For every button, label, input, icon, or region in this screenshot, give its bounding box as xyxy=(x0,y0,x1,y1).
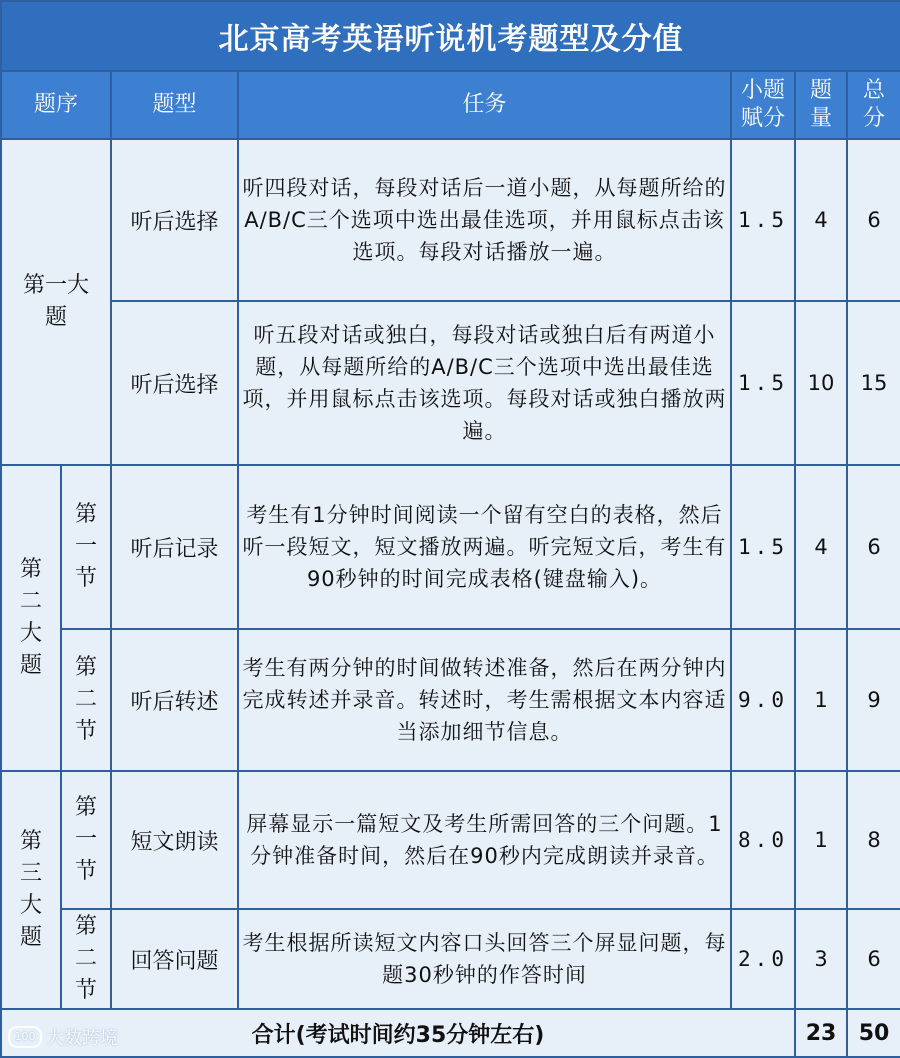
table-row xyxy=(1,139,900,301)
page-title: 北京高考英语听说机考题型及分值 xyxy=(1,1,900,71)
question-type: 听后转述 xyxy=(111,629,238,771)
question-count: 10 xyxy=(795,301,847,465)
question-count: 4 xyxy=(795,465,847,629)
task-description: 考生根据所读短文内容口头回答三个屏显问题，每题30秒钟的作答时间 xyxy=(238,909,731,1009)
question-type: 短文朗读 xyxy=(111,771,238,909)
header-row xyxy=(1,71,900,139)
task-description: 考生有两分钟的时间做转述准备，然后在两分钟内完成转述并录音。转述时，考生需根据文本内容适当添加细节信息。 xyxy=(238,629,731,771)
table-row xyxy=(1,301,900,465)
summary-label: 合计(考试时间约35分钟左右) xyxy=(1,1009,795,1057)
table-row xyxy=(1,771,900,909)
summary-total: 50 xyxy=(847,1009,900,1057)
part-label-2-text: 第二大题 xyxy=(19,557,42,678)
total-score: 6 xyxy=(847,139,900,301)
question-type: 听后选择 xyxy=(111,301,238,465)
table-row xyxy=(1,465,900,629)
header-per-score-line2: 赋分 xyxy=(740,106,785,131)
question-count: 1 xyxy=(795,629,847,771)
section-label-text: 第二节 xyxy=(74,914,97,1003)
part-label-3 xyxy=(1,771,61,1009)
section-label-text: 第一节 xyxy=(74,795,97,884)
section-label xyxy=(61,771,111,909)
per-score: 8.0 xyxy=(731,771,795,909)
table-row xyxy=(1,629,900,771)
question-type: 回答问题 xyxy=(111,909,238,1009)
summary-row xyxy=(1,1009,900,1057)
task-description: 听五段对话或独白，每段对话或独白后有两道小题，从每题所给的A/B/C三个选项中选出最佳选项，并用鼠标点击该选项。每段对话或独白播放两遍。 xyxy=(238,301,731,465)
header-count xyxy=(795,71,847,139)
total-score: 8 xyxy=(847,771,900,909)
per-score: 1.5 xyxy=(731,139,795,301)
task-description: 考生有1分钟时间阅读一个留有空白的表格，然后听一段短文，短文播放两遍。听完短文后，考生有90秒钟的时间完成表格(键盘输入)。 xyxy=(238,465,731,629)
title-row xyxy=(1,1,900,71)
header-count-line2: 量 xyxy=(809,106,832,131)
question-type: 听后选择 xyxy=(111,139,238,301)
watermark-text: 大数跨境 xyxy=(46,1028,118,1049)
header-per-score xyxy=(731,71,795,139)
question-type: 听后记录 xyxy=(111,465,238,629)
header-total xyxy=(847,71,900,139)
section-label xyxy=(61,909,111,1009)
per-score: 9.0 xyxy=(731,629,795,771)
header-type: 题型 xyxy=(111,71,238,139)
total-score: 6 xyxy=(847,465,900,629)
watermark xyxy=(8,1024,118,1050)
section-label xyxy=(61,465,111,629)
header-order: 题序 xyxy=(1,71,111,139)
total-score: 9 xyxy=(847,629,900,771)
per-score: 1.5 xyxy=(731,301,795,465)
watermark-logo-icon: 100 xyxy=(8,1026,42,1048)
header-total-line2: 分 xyxy=(863,106,886,131)
header-task: 任务 xyxy=(238,71,731,139)
total-score: 15 xyxy=(847,301,900,465)
section-label-text: 第二节 xyxy=(74,655,97,744)
task-description: 屏幕显示一篇短文及考生所需回答的三个问题。1分钟准备时间，然后在90秒内完成朗读并录音。 xyxy=(238,771,731,909)
question-count: 1 xyxy=(795,771,847,909)
header-count-line1: 题 xyxy=(809,78,832,103)
task-description: 听四段对话，每段对话后一道小题，从每题所给的A/B/C三个选项中选出最佳选项，并用鼠标点击该选项。每段对话播放一遍。 xyxy=(238,139,731,301)
question-count: 4 xyxy=(795,139,847,301)
header-total-line1: 总 xyxy=(863,78,886,103)
per-score: 1.5 xyxy=(731,465,795,629)
part-label-1-text: 第一大题 xyxy=(22,273,89,330)
total-score: 6 xyxy=(847,909,900,1009)
header-per-score-line1: 小题 xyxy=(740,78,785,103)
part-label-3-text: 第三大题 xyxy=(19,829,42,950)
part-label-2 xyxy=(1,465,61,771)
table-row xyxy=(1,909,900,1009)
summary-count: 23 xyxy=(795,1009,847,1057)
section-label-text: 第一节 xyxy=(74,502,97,591)
question-count: 3 xyxy=(795,909,847,1009)
section-label xyxy=(61,629,111,771)
part-label-1 xyxy=(1,139,111,465)
per-score: 2.0 xyxy=(731,909,795,1009)
